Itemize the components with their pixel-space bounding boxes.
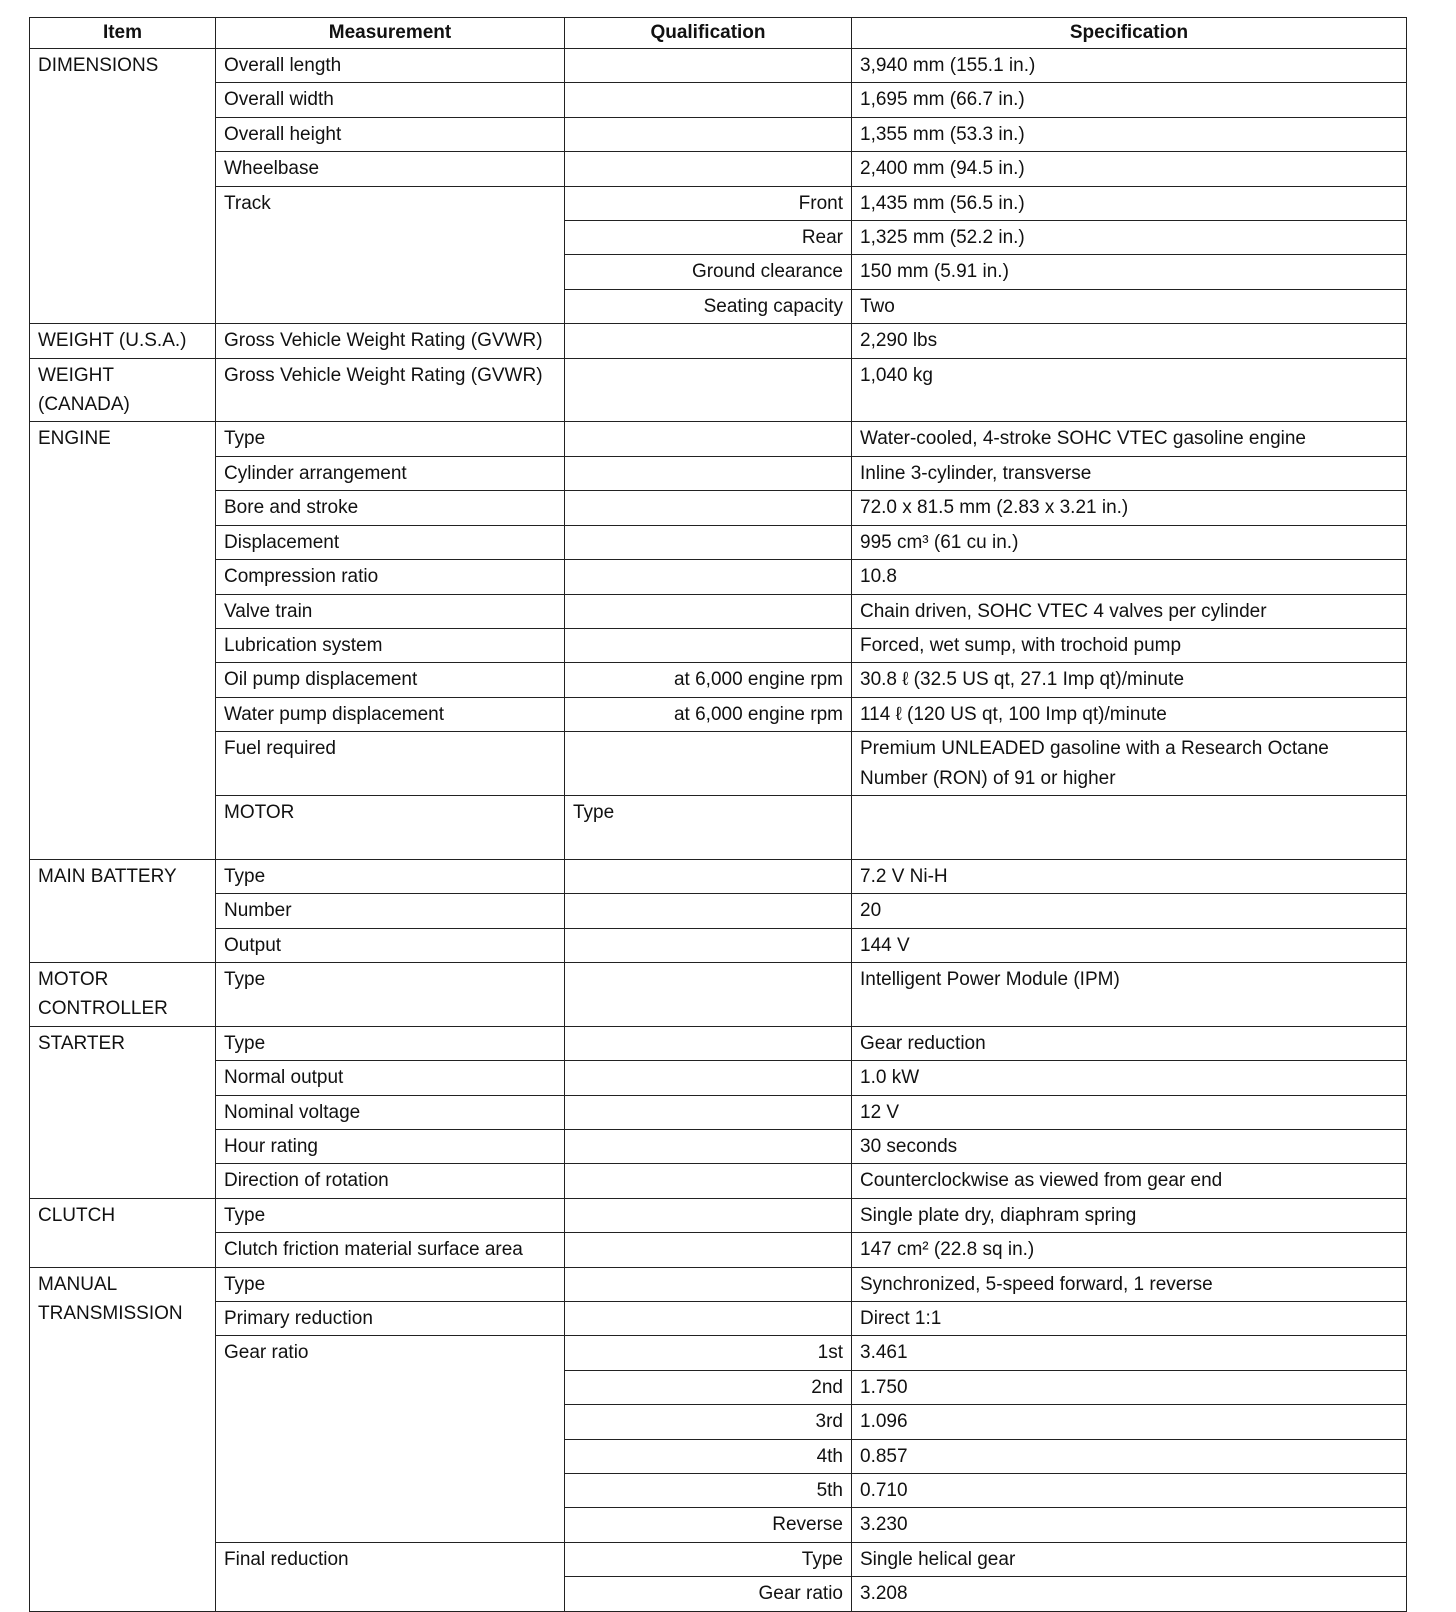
table-body <box>30 49 1407 1612</box>
qualification-cell: Reverse <box>565 1508 852 1542</box>
qualification-cell <box>565 456 852 490</box>
table-row <box>30 795 1407 859</box>
qualification-cell: Gear ratio <box>565 1577 852 1611</box>
measurement-cell: Direction of rotation <box>216 1164 565 1198</box>
specification-cell: 1,695 mm (66.7 in.) <box>852 83 1407 117</box>
table-row <box>30 859 1407 893</box>
table-row <box>30 1267 1407 1301</box>
qualification-cell <box>565 1198 852 1232</box>
qualification-cell <box>852 795 1407 859</box>
specification-cell: 20 <box>852 894 1407 928</box>
measurement-cell: Type <box>565 795 852 859</box>
measurement-cell: Overall length <box>216 49 565 83</box>
spec-table <box>29 17 1407 1612</box>
specification-cell: 3.461 <box>852 1336 1407 1370</box>
table-row <box>30 1336 1407 1370</box>
header-specification: Specification <box>852 18 1407 49</box>
measurement-cell: Primary reduction <box>216 1302 565 1336</box>
measurement-cell: Gross Vehicle Weight Rating (GVWR) <box>216 324 565 358</box>
measurement-cell: Final reduction <box>216 1542 565 1611</box>
table-row <box>30 663 1407 697</box>
specification-cell: 2,400 mm (94.5 in.) <box>852 152 1407 186</box>
table-row <box>30 1302 1407 1336</box>
qualification-cell <box>565 1061 852 1095</box>
qualification-cell <box>565 859 852 893</box>
qualification-cell: 2nd <box>565 1370 852 1404</box>
qualification-cell: 1st <box>565 1336 852 1370</box>
specification-cell: Premium UNLEADED gasoline with a Research Octane Number (RON) of 91 or higher <box>852 732 1407 796</box>
measurement-cell: Normal output <box>216 1061 565 1095</box>
specification-cell: Gear reduction <box>852 1026 1407 1060</box>
header-item: Item <box>30 18 216 49</box>
qualification-cell <box>565 594 852 628</box>
item-cell: MAIN BATTERY <box>30 859 216 962</box>
qualification-cell <box>565 1267 852 1301</box>
header-qualification: Qualification <box>565 18 852 49</box>
measurement-cell: Type <box>216 422 565 456</box>
item-cell: STARTER <box>30 1026 216 1198</box>
specification-cell: 147 cm² (22.8 sq in.) <box>852 1233 1407 1267</box>
qualification-cell: 4th <box>565 1439 852 1473</box>
qualification-cell <box>565 962 852 1026</box>
qualification-cell <box>565 1026 852 1060</box>
measurement-cell: Clutch friction material surface area <box>216 1233 565 1267</box>
qualification-cell: at 6,000 engine rpm <box>565 663 852 697</box>
qualification-cell <box>565 560 852 594</box>
measurement-cell: Displacement <box>216 525 565 559</box>
qualification-cell <box>565 49 852 83</box>
qualification-cell: Ground clearance <box>565 255 852 289</box>
qualification-cell <box>565 525 852 559</box>
specification-cell: 3.208 <box>852 1577 1407 1611</box>
table-row <box>30 928 1407 962</box>
item-cell: WEIGHT (U.S.A.) <box>30 324 216 358</box>
item-cell: DIMENSIONS <box>30 49 216 324</box>
qualification-cell <box>565 1095 852 1129</box>
measurement-cell: Type <box>216 962 565 1026</box>
specification-cell: 3,940 mm (155.1 in.) <box>852 49 1407 83</box>
qualification-cell <box>565 894 852 928</box>
measurement-cell: Overall width <box>216 83 565 117</box>
table-row <box>30 186 1407 220</box>
specification-cell: 0.857 <box>852 1439 1407 1473</box>
measurement-cell: Bore and stroke <box>216 491 565 525</box>
qualification-cell <box>565 1130 852 1164</box>
table-row <box>30 1164 1407 1198</box>
measurement-cell: Lubrication system <box>216 628 565 662</box>
table-row <box>30 1130 1407 1164</box>
specification-cell: 1,325 mm (52.2 in.) <box>852 221 1407 255</box>
qualification-cell <box>565 928 852 962</box>
specification-cell: 144 V <box>852 928 1407 962</box>
table-row <box>30 1233 1407 1267</box>
qualification-cell <box>565 491 852 525</box>
measurement-cell: Track <box>216 186 565 324</box>
item-cell: MOTOR <box>216 795 565 859</box>
specification-cell: Single helical gear <box>852 1542 1407 1576</box>
specification-cell: 1.750 <box>852 1370 1407 1404</box>
table-row <box>30 525 1407 559</box>
measurement-cell: Valve train <box>216 594 565 628</box>
specification-cell: Water-cooled, 4-stroke SOHC VTEC gasoline engine <box>852 422 1407 456</box>
table-row <box>30 594 1407 628</box>
specification-cell: Inline 3-cylinder, transverse <box>852 456 1407 490</box>
measurement-cell: Number <box>216 894 565 928</box>
specification-cell: 30 seconds <box>852 1130 1407 1164</box>
item-cell: MANUAL TRANSMISSION <box>30 1267 216 1611</box>
qualification-cell: at 6,000 engine rpm <box>565 697 852 731</box>
specification-cell: 3.230 <box>852 1508 1407 1542</box>
table-row <box>30 49 1407 83</box>
table-row <box>30 1061 1407 1095</box>
specification-cell: 1.096 <box>852 1405 1407 1439</box>
table-header <box>30 18 1407 49</box>
specification-cell: Chain driven, SOHC VTEC 4 valves per cylinder <box>852 594 1407 628</box>
specification-cell: Forced, wet sump, with trochoid pump <box>852 628 1407 662</box>
table-row <box>30 697 1407 731</box>
specification-cell: Synchronized, 5-speed forward, 1 reverse <box>852 1267 1407 1301</box>
specification-cell: Single plate dry, diaphram spring <box>852 1198 1407 1232</box>
table-row <box>30 962 1407 1026</box>
table-row <box>30 894 1407 928</box>
qualification-cell <box>565 117 852 151</box>
header-row <box>30 18 1407 49</box>
measurement-cell: Oil pump displacement <box>216 663 565 697</box>
table-row <box>30 324 1407 358</box>
table-row <box>30 117 1407 151</box>
item-cell: WEIGHT (CANADA) <box>30 358 216 422</box>
specification-cell: 1,355 mm (53.3 in.) <box>852 117 1407 151</box>
specification-cell: 7.2 V Ni-H <box>852 859 1407 893</box>
table-row <box>30 1198 1407 1232</box>
specification-cell: 150 mm (5.91 in.) <box>852 255 1407 289</box>
table-row <box>30 732 1407 796</box>
measurement-cell: Cylinder arrangement <box>216 456 565 490</box>
qualification-cell: 3rd <box>565 1405 852 1439</box>
qualification-cell: Front <box>565 186 852 220</box>
qualification-cell <box>565 732 852 796</box>
measurement-cell: Nominal voltage <box>216 1095 565 1129</box>
measurement-cell: Fuel required <box>216 732 565 796</box>
measurement-cell: Gear ratio <box>216 1336 565 1542</box>
qualification-cell <box>565 324 852 358</box>
qualification-cell: Type <box>565 1542 852 1576</box>
measurement-cell: Overall height <box>216 117 565 151</box>
specification-cell: 1.0 kW <box>852 1061 1407 1095</box>
specification-cell: 995 cm³ (61 cu in.) <box>852 525 1407 559</box>
specification-cell: Counterclockwise as viewed from gear end <box>852 1164 1407 1198</box>
specification-cell: 114 ℓ (120 US qt, 100 Imp qt)/minute <box>852 697 1407 731</box>
qualification-cell <box>565 1233 852 1267</box>
table-row <box>30 628 1407 662</box>
table-row <box>30 491 1407 525</box>
specification-cell: 1,040 kg <box>852 358 1407 422</box>
item-cell: MOTOR CONTROLLER <box>30 962 216 1026</box>
item-cell: ENGINE <box>30 422 216 859</box>
specification-cell: Intelligent Power Module (IPM) <box>852 962 1407 1026</box>
table-row <box>30 152 1407 186</box>
table-row <box>30 1095 1407 1129</box>
qualification-cell <box>565 152 852 186</box>
measurement-cell: Type <box>216 1198 565 1232</box>
measurement-cell: Compression ratio <box>216 560 565 594</box>
measurement-cell: Type <box>216 1267 565 1301</box>
specification-cell: 2,290 lbs <box>852 324 1407 358</box>
item-cell: CLUTCH <box>30 1198 216 1267</box>
qualification-cell: Rear <box>565 221 852 255</box>
specification-cell: 30.8 ℓ (32.5 US qt, 27.1 Imp qt)/minute <box>852 663 1407 697</box>
qualification-cell: Seating capacity <box>565 289 852 323</box>
table-row <box>30 422 1407 456</box>
specification-cell: 72.0 x 81.5 mm (2.83 x 3.21 in.) <box>852 491 1407 525</box>
qualification-cell: 5th <box>565 1474 852 1508</box>
table-row <box>30 83 1407 117</box>
specification-cell: 10.8 <box>852 560 1407 594</box>
qualification-cell <box>565 358 852 422</box>
qualification-cell <box>565 422 852 456</box>
measurement-cell: Hour rating <box>216 1130 565 1164</box>
qualification-cell <box>565 1302 852 1336</box>
qualification-cell <box>565 628 852 662</box>
specification-cell: 0.710 <box>852 1474 1407 1508</box>
measurement-cell: Wheelbase <box>216 152 565 186</box>
specification-cell: Two <box>852 289 1407 323</box>
table-row <box>30 358 1407 422</box>
measurement-cell: Type <box>216 859 565 893</box>
specification-cell: Direct 1:1 <box>852 1302 1407 1336</box>
measurement-cell: Water pump displacement <box>216 697 565 731</box>
measurement-cell: Type <box>216 1026 565 1060</box>
table-row <box>30 456 1407 490</box>
measurement-cell: Gross Vehicle Weight Rating (GVWR) <box>216 358 565 422</box>
table-row <box>30 560 1407 594</box>
qualification-cell <box>565 83 852 117</box>
table-row <box>30 1542 1407 1576</box>
specification-cell: 1,435 mm (56.5 in.) <box>852 186 1407 220</box>
header-measurement: Measurement <box>216 18 565 49</box>
measurement-cell: Output <box>216 928 565 962</box>
specification-cell: 12 V <box>852 1095 1407 1129</box>
table-row <box>30 1026 1407 1060</box>
qualification-cell <box>565 1164 852 1198</box>
